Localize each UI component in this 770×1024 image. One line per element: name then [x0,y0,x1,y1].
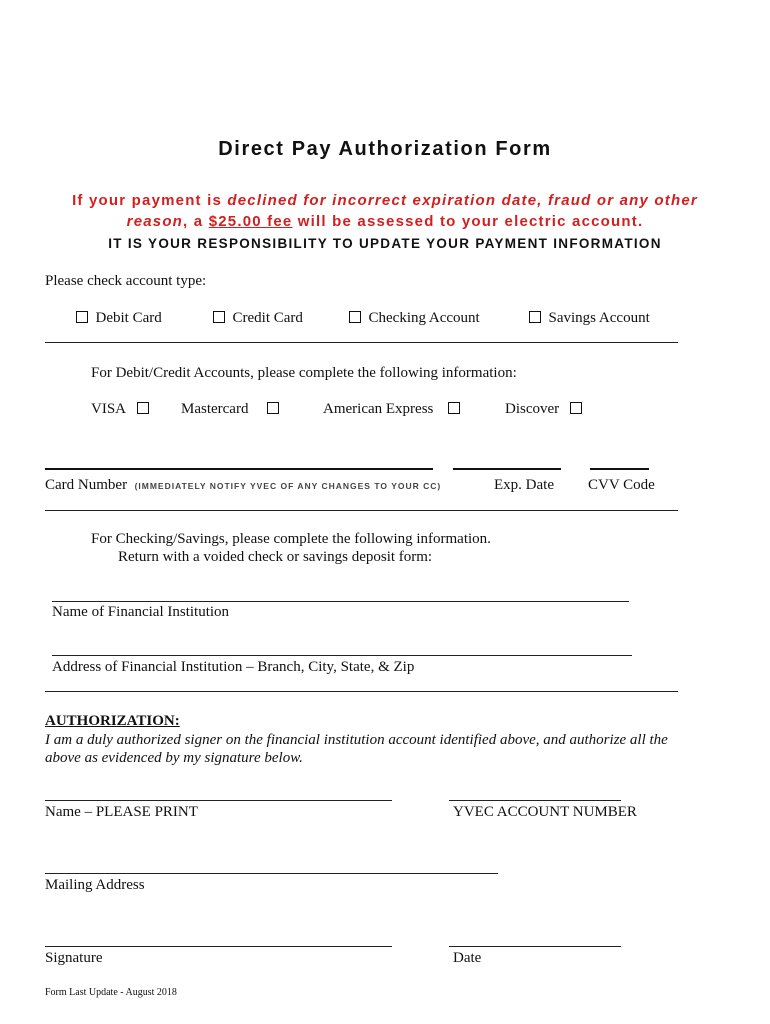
cvv-field[interactable] [590,468,649,470]
bank-section-prompt: For Checking/Savings, please complete the following information. [91,531,491,547]
credit-card-checkbox[interactable] [213,311,225,323]
mailing-address-label: Mailing Address [45,877,145,893]
brand-visa[interactable]: VISA [91,401,149,418]
card-number-label: Card Number (IMMEDIATELY NOTIFY YVEC OF ANY CHANGES TO YOUR CC) [45,477,442,493]
brand-amex[interactable]: American Express [323,401,460,418]
form-footer: Form Last Update - August 2018 [45,987,177,998]
discover-checkbox[interactable] [570,402,582,414]
checking-account-checkbox[interactable] [349,311,361,323]
visa-checkbox[interactable] [137,402,149,414]
institution-address-field[interactable] [52,655,632,656]
savings-account-checkbox[interactable] [529,311,541,323]
account-number-field[interactable] [449,800,621,801]
account-type-credit[interactable]: Credit Card [213,310,303,327]
institution-name-label: Name of Financial Institution [52,604,230,620]
form-title: Direct Pay Authorization Form [218,138,552,160]
signature-label: Signature [45,950,103,966]
authorization-text-line-2: above as evidenced by my signature below. [45,750,303,766]
section-divider [45,342,678,343]
card-number-note: (IMMEDIATELY NOTIFY YVEC OF ANY CHANGES TO YOUR CC) [134,481,442,491]
cvv-label: CVV Code [588,477,655,493]
fee-amount: $25.00 fee [208,213,293,230]
fee-warning-line-1: If your payment is declined for incorrect expiration date, fraud or any other [72,192,698,209]
amex-checkbox[interactable] [448,402,460,414]
name-field[interactable] [45,800,392,801]
exp-date-field[interactable] [453,468,561,470]
authorization-heading: AUTHORIZATION: [45,713,180,729]
authorization-text-line-1: I am a duly authorized signer on the financial institution account identified above, and authorize all the [45,732,668,748]
account-number-label: YVEC ACCOUNT NUMBER [453,804,637,820]
exp-date-label: Exp. Date [494,477,554,493]
debit-card-checkbox[interactable] [76,311,88,323]
institution-name-field[interactable] [52,601,629,602]
responsibility-notice: IT IS YOUR RESPONSIBILITY TO UPDATE YOUR PAYMENT INFORMATION [108,236,662,251]
fee-warning-line-2: reason, a $25.00 fee will be assessed to your electric account. [126,213,644,230]
section-divider [45,691,678,692]
account-type-debit[interactable]: Debit Card [76,310,162,327]
mastercard-checkbox[interactable] [267,402,279,414]
date-field[interactable] [449,946,621,947]
card-section-prompt: For Debit/Credit Accounts, please complete the following information: [91,365,517,381]
date-label: Date [453,950,482,966]
bank-section-subprompt: Return with a voided check or savings deposit form: [118,549,433,565]
mailing-address-field[interactable] [45,873,498,874]
account-type-checking[interactable]: Checking Account [349,310,480,327]
section-divider [45,510,678,511]
name-label: Name – PLEASE PRINT [45,804,198,820]
brand-mastercard[interactable]: Mastercard [181,401,279,418]
account-type-savings[interactable]: Savings Account [529,310,650,327]
brand-discover[interactable]: Discover [505,401,582,418]
institution-address-label: Address of Financial Institution – Branch, City, State, & Zip [52,659,415,675]
account-type-prompt: Please check account type: [45,273,207,289]
card-number-field[interactable] [45,468,433,470]
signature-field[interactable] [45,946,392,947]
